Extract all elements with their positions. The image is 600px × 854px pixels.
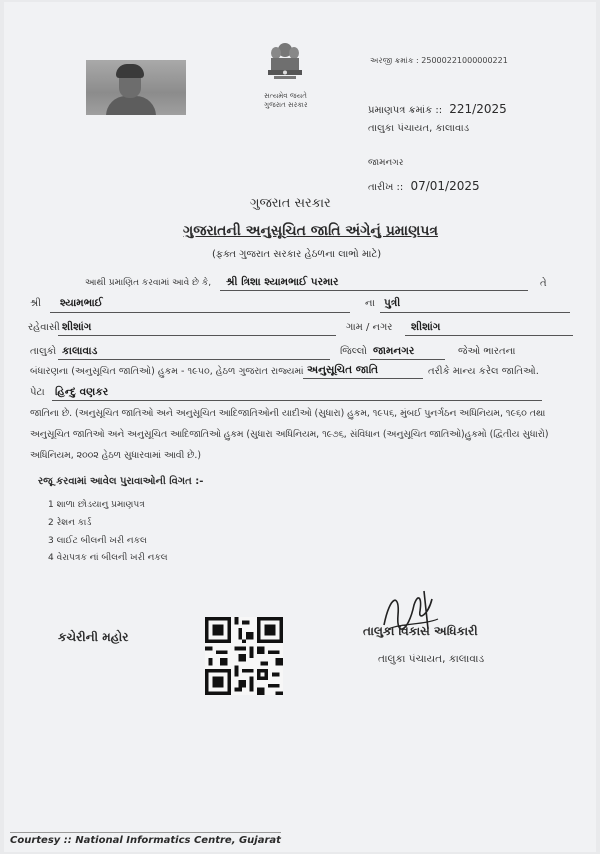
district-label: જિલ્લો <box>340 346 367 357</box>
village-label: ગામ / નગર <box>346 322 393 333</box>
legal-text-line-3: અધિનિયમ, ૨૦૦૨ હેઠળ સુધારવામાં આવી છે.) <box>30 450 201 461</box>
legal-text-line-1: જાતિના છે. (અનુસૂચિત જાતિઓ અને અનુસૂચિત આદિજાતિઓની યાદીઓ (સુધારા) હુકમ, ૧૯૫૬, મુંબઈ પુનર્ગઠન અધિનિયમ, ૧૯૬૦ તથા <box>30 408 546 419</box>
district: જામનગર <box>373 345 415 357</box>
national-emblem-icon <box>262 40 308 90</box>
application-number: અરજી ક્રમાંક : 25000221000000221 <box>370 56 508 65</box>
applicant-photo <box>86 60 186 115</box>
issuing-office: તાલુકા પંચાયત, કાલાવાડ <box>368 123 470 134</box>
relation: પુત્રી <box>384 297 401 309</box>
intro-text: આથી પ્રમાણિત કરવામાં આવે છે કે, <box>85 278 212 288</box>
village: શીશાંગ <box>411 321 441 333</box>
emblem-caption: સત્યમેવ જયતે <box>264 92 307 100</box>
certificate-number: 221/2025 <box>449 102 507 116</box>
certificate-number-label: પ્રમાણપત્ર ક્રમાંક :: <box>368 105 443 116</box>
officer-office: તાલુકા પંચાયત, કાલાવાડ <box>378 653 485 665</box>
emblem-caption-govt: ગુજરાત સરકાર <box>264 101 308 109</box>
footer-credit: Courtesy :: National Informatics Centre, Gujarat <box>10 832 281 846</box>
taluka: કાલાવાડ <box>62 345 98 357</box>
order-text: બંધારણના (અનુસૂચિત જાતિઓ) હુકમ - ૧૯૫૦, હેઠળ ગુજરાત રાજ્યમાં <box>30 366 304 377</box>
caste: હિન્દુ વણકર <box>55 386 109 398</box>
certificate-subtitle: (ફક્ત ગુજરાત સરકાર હેઠળના લાભો માટે) <box>212 249 382 260</box>
certificate-number-row <box>368 102 507 116</box>
issue-date: 07/01/2025 <box>410 179 480 193</box>
resident: શીશાંગ <box>62 321 92 333</box>
applicant-name: શ્રી ત્રિશા શ્યામભાઈ પરમાર <box>226 276 339 288</box>
te-text: તે <box>540 278 547 289</box>
resident-label: રહેવાસી <box>28 322 60 333</box>
list-item: 2 રેશન કાર્ડ <box>48 518 92 528</box>
list-item: 1 શાળા છોડયાનુ પ્રમાણપત્ર <box>48 500 145 510</box>
indian-resident-text: જેઓ ભારતના <box>458 346 516 357</box>
date-label: તારીખ :: <box>368 182 404 193</box>
category: અનુસૂચિત જાતિ <box>307 364 379 376</box>
certificate-page <box>4 2 596 852</box>
list-item: 4 વેરાપત્રક નાં બીલની ખરી નકલ <box>48 553 168 563</box>
officer-designation: તાલુકા વિકાસ અધિકારી <box>363 624 478 638</box>
govt-title: ગુજરાત સરકાર <box>250 196 331 211</box>
certificate-title: ગુજરાતની અનુસૂચિત જાતિ અંગેનું પ્રમાણપત્ર <box>183 223 439 239</box>
list-item: 3 લાઈટ બીલની ખરી નકલ <box>48 536 147 546</box>
office-seal-label: કચેરીની મહોર <box>58 630 129 644</box>
peta-label: પેટા <box>30 387 45 398</box>
father-name: શ્યામભાઈ <box>60 297 103 309</box>
taluka-label: તાલુકો <box>30 346 57 357</box>
na-label: ના <box>365 298 375 309</box>
recognized-text: તરીકે માન્ય કરેલ જાતિઓ. <box>428 366 539 377</box>
header-district: જામનગર <box>368 158 404 168</box>
legal-text-line-2: અનુસૂચિત જાતિઓ અને અનુસૂચિત આદિજાતિઓ હુકમ (સુધારા અધિનિયમ, ૧૯૭૬, સંવિધાન (અનુસૂચિત જાતિઓ)હુકમો (દ્વિતીય સુધારો) <box>30 429 549 440</box>
qr-code-icon <box>205 617 283 695</box>
shri-label: શ્રી <box>30 298 42 309</box>
documents-heading: રજૂ કરવામાં આવેલ પુરાવાઓની વિગત :- <box>38 476 204 487</box>
date-row <box>368 179 480 193</box>
